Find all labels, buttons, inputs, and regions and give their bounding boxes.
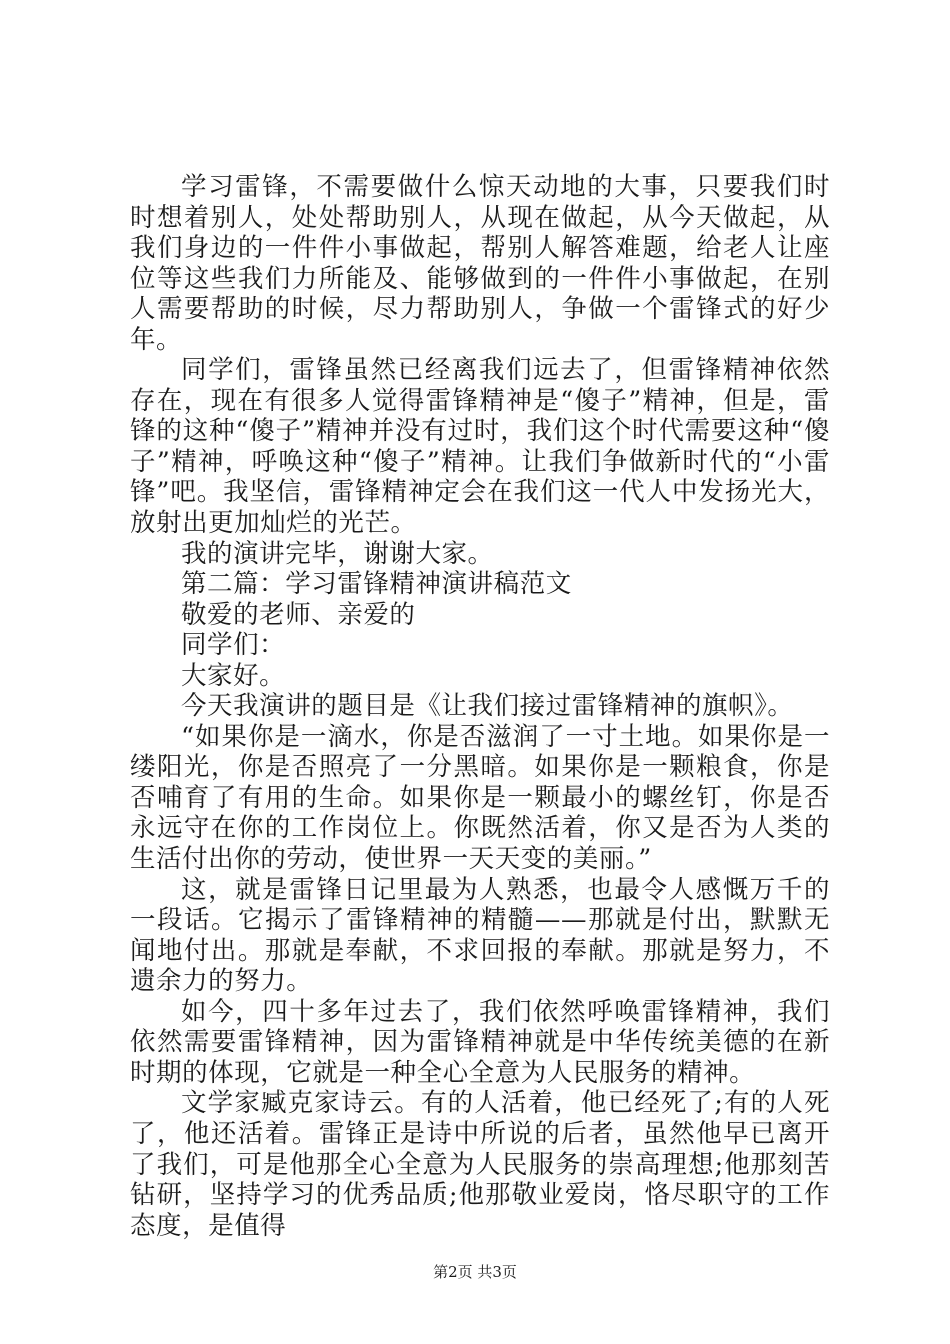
document-body: [130, 172, 830, 1241]
paragraph: 同学们，雷锋虽然已经离我们远去了，但雷锋精神依然存在，现在有很多人觉得雷锋精神是“傻子”精神，但是，雷锋的这种“傻子”精神并没有过时，我们这个时代需要这种“傻子”精神，呼唤这种“傻子”精神。让我们争做新时代的“小雷锋”吧。我坚信，雷锋精神定会在我们这一代人中发扬光大，放射出更加灿烂的光芒。: [130, 355, 830, 539]
paragraph: 今天我演讲的题目是《让我们接过雷锋精神的旗帜》。: [181, 691, 794, 722]
paragraph: 文学家臧克家诗云。有的人活着，他已经死了;有的人死了，他还活着。雷锋正是诗中所说的后者，虽然他早已离开了我们，可是他那全心全意为人民服务的崇高理想;他那刻苦钻研，坚持学习的优秀品质;他那敬业爱岗，恪尽职守的工作态度，是值得: [130, 1088, 830, 1241]
quote-paragraph: “如果你是一滴水，你是否滋润了一寸土地。如果你是一缕阳光，你是否照亮了一分黑暗。如果你是一颗粮食，你是否哺育了有用的生命。如果你是一颗最小的螺丝钉，你是否永远守在你的工作岗位上。你既然活着，你又是否为人类的生活付出你的劳动，使世界一天天变的美丽。”: [130, 721, 830, 875]
paragraph: 这，就是雷锋日记里最为人熟悉，也最令人感慨万千的一段话。它揭示了雷锋精神的精髓——那就是付出，默默无闻地付出。那就是奉献，不求回报的奉献。那就是努力，不遗余力的努力。: [130, 874, 830, 997]
page-number-footer: 第2页 共3页: [433, 1263, 517, 1281]
salutation: 同学们：: [181, 630, 286, 661]
salutation: 敬爱的老师、亲爱的: [181, 599, 416, 630]
greeting: 大家好。: [181, 660, 286, 691]
paragraph: 如今，四十多年过去了，我们依然呼唤雷锋精神，我们依然需要雷锋精神，因为雷锋精神就是中华传统美德的在新时期的体现，它就是一种全心全意为人民服务的精神。: [130, 996, 830, 1088]
paragraph: 我的演讲完毕，谢谢大家。: [181, 538, 494, 569]
paragraph: 学习雷锋，不需要做什么惊天动地的大事，只要我们时时想着别人，处处帮助别人，从现在做起，从今天做起，从我们身边的一件件小事做起，帮别人解答难题，给老人让座位等这些我们力所能及、能够做到的一件件小事做起，在别人需要帮助的时候，尽力帮助别人，争做一个雷锋式的好少年。: [130, 172, 830, 355]
section-heading: 第二篇：学习雷锋精神演讲稿范文: [181, 569, 572, 600]
